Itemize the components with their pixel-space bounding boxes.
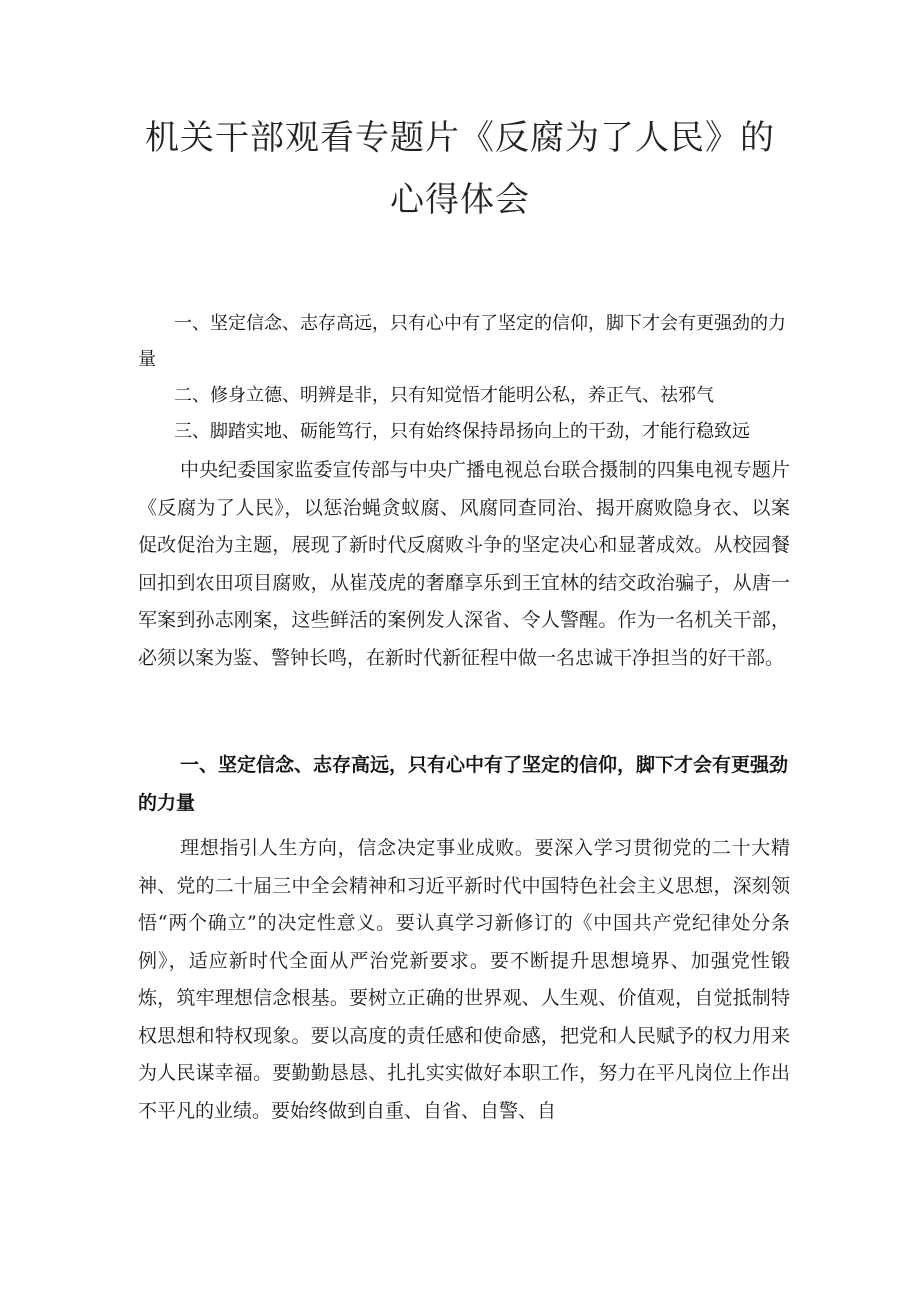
document-title-line-1: 机关干部观看专题片《反腐为了人民》的: [145, 118, 775, 158]
section-1-paragraph: 理想指引人生方向，信念决定事业成败。要深入学习贯彻党的二十大精神、党的二十届三中全会精神和习近平新时代中国特色社会主义思想，深刻领悟“两个确立”的决定性意义。要认真学习新修订的《中国共产党纪律处分条例》，适应新时代全面从严治党新要求。要不断提升思想境界、加强党性锻炼，筑牢理想信念根基。要树立正确的世界观、人生观、价值观，自觉抵制特权思想和特权现象。要以高度的责任感和使命感，把党和人民赋予的权力用来为人民谋幸福。要勤勤恳恳、扎扎实实做好本职工作，努力在平凡岗位上作出不平凡的业绩。要始终做到自重、自省、自警、自: [138, 837, 790, 1122]
outline-item-1: 一、坚定信念、志存高远，只有心中有了坚定的信仰，脚下才会有更强劲的力量: [138, 313, 786, 370]
outline-item-3: 三、脚踏实地、砺能笃行，只有始终保持昂扬向上的干劲，才能行稳致远: [174, 421, 750, 442]
intro-paragraph: 中央纪委国家监委宣传部与中央广播电视总台联合摄制的四集电视专题片《反腐为了人民》，以惩治蝇贪蚁腐、风腐同查同治、揭开腐败隐身衣、以案促改促治为主题，展现了新时代反腐败斗争的坚定决心和显著成效。从校园餐回扣到农田项目腐败，从崔茂虎的奢靡享乐到王宜林的结交政治骗子，从唐一军案到孙志刚案，这些鲜活的案例发人深省、令人警醒。作为一名机关干部，必须以案为鉴、警钟长鸣，在新时代新征程中做一名忠诚干净担当的好干部。: [138, 459, 790, 669]
section-1-paragraph-block: [138, 830, 790, 1130]
outline-item-2: 二、修身立德、明辨是非，只有知觉悟才能明公私，养正气、祛邪气: [174, 385, 714, 406]
section-1-heading: 一、坚定信念、志存高远，只有心中有了坚定的信仰，脚下才会有更强劲的力量: [138, 754, 789, 814]
document-title-line-2: 心得体会: [390, 180, 530, 220]
intro-paragraph-block: [138, 452, 790, 677]
section-1-heading-block: [138, 746, 798, 822]
outline-list: [138, 306, 798, 450]
